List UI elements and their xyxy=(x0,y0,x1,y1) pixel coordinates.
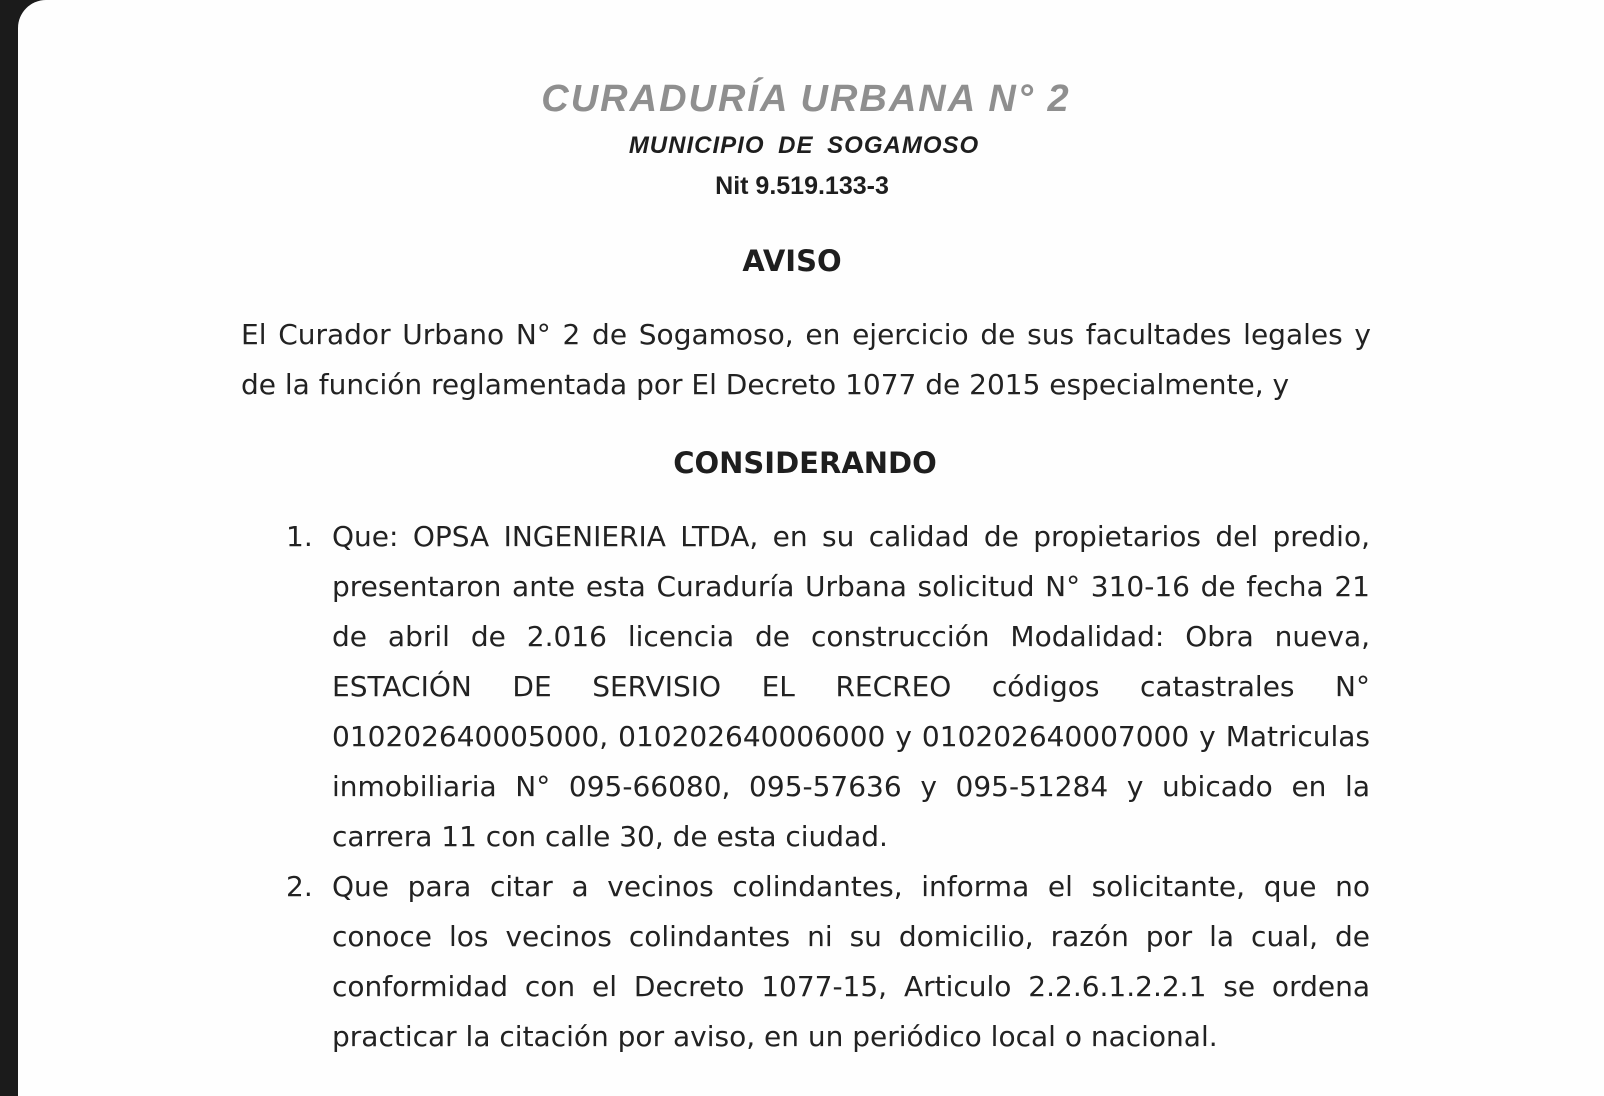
municipality-label: MUNICIPIO DE SOGAMOSO xyxy=(628,132,980,159)
considerando-heading: CONSIDERANDO xyxy=(673,446,937,480)
document-title: CURADURÍA URBANA N° 2 xyxy=(541,78,1071,120)
list-item-number: 2. xyxy=(286,870,313,903)
document-page xyxy=(18,0,1604,1096)
aviso-heading: AVISO xyxy=(742,244,842,278)
list-item-text: Que: OPSA INGENIERIA LTDA, en su calidad de propietarios del predio, presentaron ante esta Curaduría Urbana solicitud N° 310-16 de fecha 21 de abril de 2.016 licencia de construcción Modalidad: Obra nueva, ESTACIÓN DE SERVISIO EL RECREO códigos catastrales N° 010202640005000, 010202640006000 y 010202640007000 y Matriculas inmobiliaria N° 095-66080, 095-57636 y 095-51284 y ubicado en la carrera 11 con calle 30, de esta ciudad. xyxy=(332,520,1370,853)
intro-paragraph: El Curador Urbano N° 2 de Sogamoso, en ejercicio de sus facultades legales y de la función reglamentada por El Decreto 1077 de 2015 especialmente, y xyxy=(241,318,1371,401)
nit-label: Nit 9.519.133-3 xyxy=(715,172,889,200)
list-item-number: 1. xyxy=(286,520,313,553)
list-item-text: Que para citar a vecinos colindantes, informa el solicitante, que no conoce los vecinos colindantes ni su domicilio, razón por la cual, de conformidad con el Decreto 1077-15, Articulo 2.2.6.1.2.2.1 se ordena practicar la citación por aviso, en un periódico local o nacional. xyxy=(332,870,1370,1053)
